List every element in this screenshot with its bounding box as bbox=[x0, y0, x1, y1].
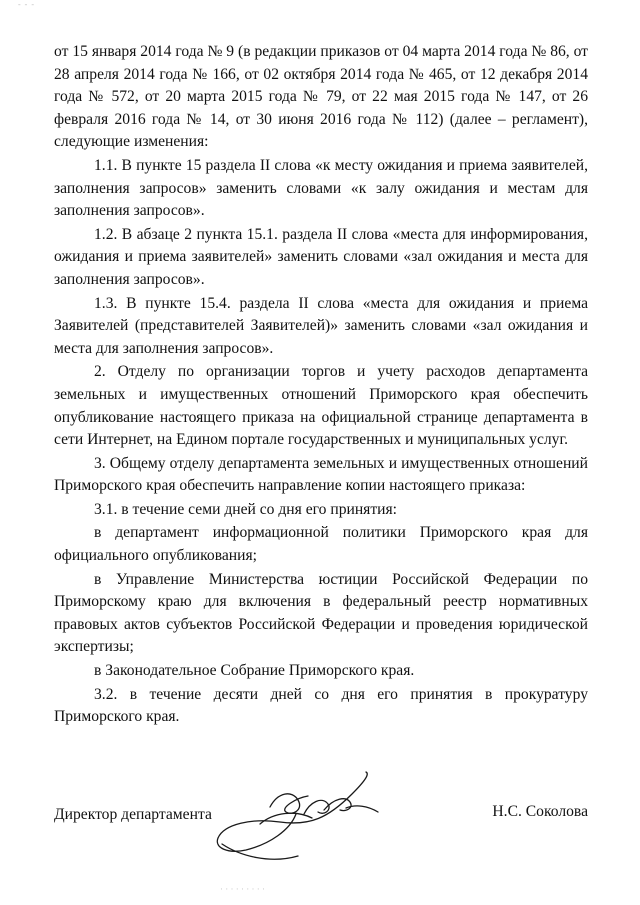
paragraph-recipient-justice: в Управление Министерства юстиции Российской Федерации по Приморскому краю для включения в федеральный реестр нормативных правовых актов субъектов Российской Федерации и проведения юридической экспертизы; bbox=[54, 570, 588, 656]
scan-noise: · · · · · · · · · bbox=[220, 884, 265, 894]
paragraph-3-2: 3.2. в течение десяти дней со дня его принятия в прокуратуру Приморского края. bbox=[54, 685, 588, 726]
paragraph-3-1: 3.1. в течение семи дней со дня его принятия: bbox=[94, 500, 398, 518]
signatory-name: Н.С. Соколова bbox=[492, 803, 588, 820]
paragraph-recipient-assembly: в Законодательное Собрание Приморского края. bbox=[94, 662, 415, 680]
paragraph-2: 2. Отделу по организации торгов и учету расходов департамента земельных и имущественных отношений Приморского края обеспечить опубликование настоящего приказа на официальной странице департамента в сети Интернет, на Едином портале государственных и муниципальных услуг. bbox=[54, 363, 588, 449]
scan-mark: - - - bbox=[18, 0, 35, 9]
paragraph-1-1: 1.1. В пункте 15 раздела II слова «к месту ожидания и приема заявителей, заполнения запросов» заменить словами «к залу ожидания и местам для заполнения запросов». bbox=[54, 156, 588, 220]
signature-block bbox=[54, 803, 588, 830]
document-body bbox=[54, 41, 588, 729]
paragraph-recipient-info-policy: в департамент информационной политики Приморского края для официального опубликования; bbox=[54, 524, 588, 565]
paragraph-3: 3. Общему отделу департамента земельных и имущественных отношений Приморского края обеспечить направление копии настоящего приказа: bbox=[54, 454, 588, 495]
paragraph-1-3: 1.3. В пункте 15.4. раздела II слова «места для ожидания и приема Заявителей (представителей Заявителей)» заменить словами «зал ожидания и места для заполнения запросов». bbox=[54, 294, 588, 357]
signatory-position: Директор департамента bbox=[54, 806, 212, 823]
paragraph-1-2: 1.2. В абзаце 2 пункта 15.1. раздела II слова «места для информирования, ожидания и приема заявителей» заменить словами «зал ожидания и места для заполнения запросов». bbox=[54, 225, 588, 288]
paragraph-intro: от 15 января 2014 года № 9 (в редакции приказов от 04 марта 2014 года № 86, от 28 апреля 2014 года № 166, от 02 октября 2014 года № 465, от 12 декабря 2014 года № 572, от 20 марта 2015 года № 79, от 22 мая 2015 года № 147, от 26 февраля 2016 года № 14, от 30 июня 2016 года № 112) (далее – регламент), следующие изменения: bbox=[54, 43, 588, 151]
